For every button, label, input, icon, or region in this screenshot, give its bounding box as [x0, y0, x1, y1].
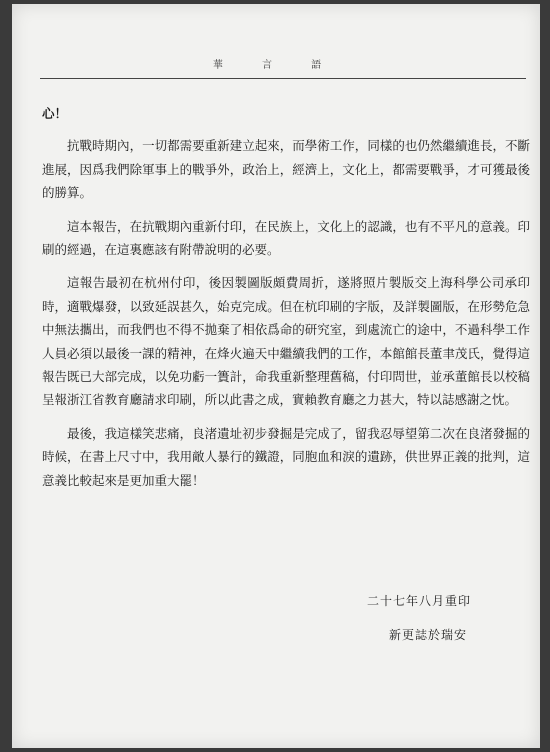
signature-date: 二十七年八月重印: [367, 594, 472, 608]
paragraph-1: 抗戰時期內，一切都需要重新建立起來，而學術工作，同樣的也仍然繼續進長，不斷進展，因爲我們除軍事上的戰爭外，政治上，經濟上，文化上，都需要戰爭，才可獲最後的勝算。: [42, 138, 530, 201]
document-page: [12, 4, 540, 748]
header-rule: [40, 78, 526, 79]
paragraph-3: 這報告最初在杭州付印，後因製圖版頗費周折，遂將照片製版交上海科學公司承印時，適戰爆發，以致延誤甚久，始克完成。但在杭印刷的字版，及詳製圖版，在形勢危急中無法攜出，而我們也不得不拋棄了相依爲命的研究室，到處流亡的途中，不過科學工作人員必須以最後一課的精神，在烽火遍天中繼續我們的工作，本館館長董聿茂氏，覺得這報告既已大部完成，以免功虧一簣計，命我重新整理舊稿，付印問世，並承董館長以校稿呈報浙江省教育廳請求印刷，所以此書之成，實賴教育廳之力甚大，特以誌感謝之忱。: [42, 275, 530, 408]
signature-author: 新更誌於瑞安: [389, 628, 468, 642]
paragraph-2: 這本報告，在抗戰期內重新付印，在民族上，文化上的認識，也有不平凡的意義。印刷的經過，在這裏應該有附帶說明的必要。: [42, 218, 530, 258]
body-text: [42, 102, 530, 502]
opening-text: 心！: [42, 106, 68, 121]
paragraph-4: 最後，我這樣笑悲痛，良渚遺址初步發掘是完成了，留我忍辱望第二次在良渚發掘的時候，在書上尺寸中，我用敵人暴行的鐵證，同胞血和淚的遺跡，供世界正義的批判，這意義比較起來是更加重大罷！: [42, 425, 530, 488]
page-header: 華 言 語: [212, 60, 340, 71]
